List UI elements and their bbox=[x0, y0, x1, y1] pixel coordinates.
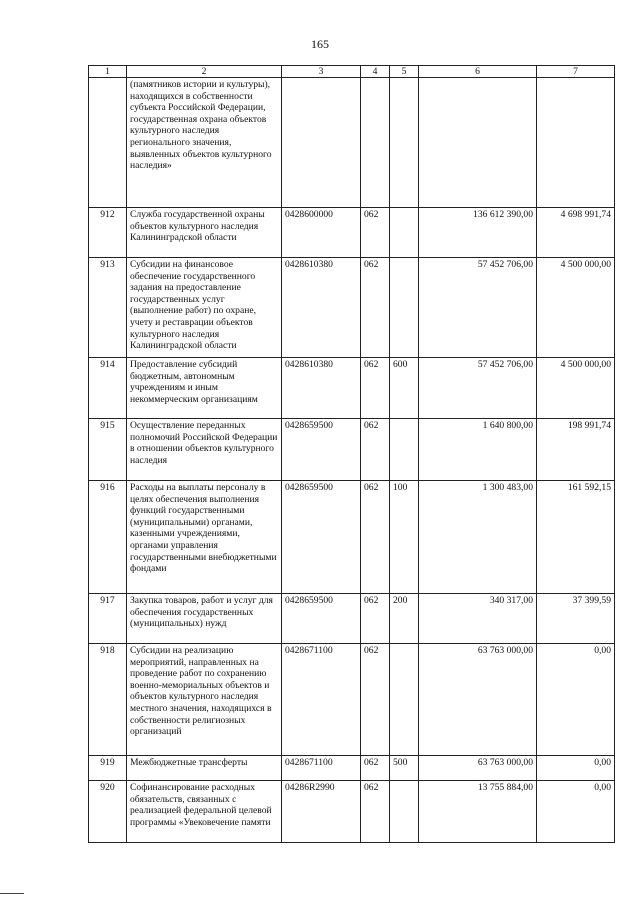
row-target-article: 0428610380 bbox=[282, 258, 361, 358]
table-row bbox=[89, 644, 615, 756]
row-number: 912 bbox=[89, 208, 127, 258]
row-number: 915 bbox=[89, 419, 127, 481]
row-expense-type bbox=[390, 419, 419, 481]
table-row bbox=[89, 258, 615, 358]
row-amount-total: 57 452 706,00 bbox=[419, 258, 537, 358]
row-target-article bbox=[282, 78, 361, 208]
table-row bbox=[89, 78, 615, 208]
table-row bbox=[89, 756, 615, 781]
column-header: 6 bbox=[419, 66, 537, 78]
row-amount-federal: 0,00 bbox=[537, 644, 615, 756]
row-amount-federal: 4 500 000,00 bbox=[537, 258, 615, 358]
row-description: Субсидии на реализацию мероприятий, направленных на проведение работ по сохранению военно-мемориальных объектов и объектов культурного наследия местного значения, находящихся в собственности религиозных организаций bbox=[127, 644, 282, 756]
row-amount-total: 1 300 483,00 bbox=[419, 481, 537, 594]
row-amount-federal: 0,00 bbox=[537, 781, 615, 843]
column-number-row bbox=[89, 66, 615, 78]
row-expense-type: 200 bbox=[390, 594, 419, 644]
row-description: Предоставление субсидий бюджетным, автономным учреждениям и иным некоммерческим организациям bbox=[127, 358, 282, 419]
page-number: 165 bbox=[311, 37, 329, 51]
row-department-code: 062 bbox=[361, 358, 390, 419]
column-header: 5 bbox=[390, 66, 419, 78]
row-amount-federal: 161 592,15 bbox=[537, 481, 615, 594]
row-description: Закупка товаров, работ и услуг для обеспечения государственных (муниципальных) нужд bbox=[127, 594, 282, 644]
table-row bbox=[89, 481, 615, 594]
row-expense-type: 500 bbox=[390, 756, 419, 781]
row-target-article: 0428600000 bbox=[282, 208, 361, 258]
row-number: 917 bbox=[89, 594, 127, 644]
row-amount-total: 63 763 000,00 bbox=[419, 756, 537, 781]
row-number: 914 bbox=[89, 358, 127, 419]
table-row bbox=[89, 419, 615, 481]
row-expense-type: 600 bbox=[390, 358, 419, 419]
row-amount-total: 63 763 000,00 bbox=[419, 644, 537, 756]
row-description: Расходы на выплаты персоналу в целях обеспечения выполнения функций государственными (муниципальными) органами, казенными учреждениями, органами управления государственными внебюджетными фондами bbox=[127, 481, 282, 594]
row-description: Межбюджетные трансферты bbox=[127, 756, 282, 781]
row-department-code: 062 bbox=[361, 594, 390, 644]
row-target-article: 0428659500 bbox=[282, 481, 361, 594]
row-department-code: 062 bbox=[361, 756, 390, 781]
row-expense-type bbox=[390, 78, 419, 208]
row-expense-type bbox=[390, 208, 419, 258]
row-target-article: 0428610380 bbox=[282, 358, 361, 419]
row-target-article: 0428659500 bbox=[282, 419, 361, 481]
row-target-article: 0428671100 bbox=[282, 644, 361, 756]
row-amount-federal: 0,00 bbox=[537, 756, 615, 781]
row-amount-federal: 37 399,59 bbox=[537, 594, 615, 644]
row-department-code: 062 bbox=[361, 481, 390, 594]
row-amount-federal: 198 991,74 bbox=[537, 419, 615, 481]
row-department-code: 062 bbox=[361, 208, 390, 258]
row-description: Субсидии на финансовое обеспечение государственного задания на предоставление государственных услуг (выполнение работ) по охране, учету и реставрации объектов культурного наследия Калининградской области bbox=[127, 258, 282, 358]
budget-table bbox=[88, 65, 615, 843]
row-expense-type bbox=[390, 644, 419, 756]
column-header: 2 bbox=[127, 66, 282, 78]
row-amount-total bbox=[419, 78, 537, 208]
row-number: 913 bbox=[89, 258, 127, 358]
row-expense-type bbox=[390, 258, 419, 358]
table-row bbox=[89, 781, 615, 843]
row-expense-type: 100 bbox=[390, 481, 419, 594]
row-department-code: 062 bbox=[361, 419, 390, 481]
table-row bbox=[89, 594, 615, 644]
row-department-code: 062 bbox=[361, 781, 390, 843]
row-number: 920 bbox=[89, 781, 127, 843]
column-header: 3 bbox=[282, 66, 361, 78]
row-target-article: 0428671100 bbox=[282, 756, 361, 781]
column-header: 4 bbox=[361, 66, 390, 78]
table-row bbox=[89, 208, 615, 258]
row-amount-federal bbox=[537, 78, 615, 208]
row-amount-federal: 4 500 000,00 bbox=[537, 358, 615, 419]
row-description: Софинансирование расходных обязательств, связанных с реализацией федеральной целевой программы «Увековечение памяти bbox=[127, 781, 282, 843]
row-target-article: 0428659500 bbox=[282, 594, 361, 644]
table-row bbox=[89, 358, 615, 419]
page-corner-line bbox=[0, 893, 24, 894]
row-number: 916 bbox=[89, 481, 127, 594]
row-amount-total: 136 612 390,00 bbox=[419, 208, 537, 258]
row-number: 919 bbox=[89, 756, 127, 781]
row-target-article: 04286R2990 bbox=[282, 781, 361, 843]
row-expense-type bbox=[390, 781, 419, 843]
row-amount-total: 1 640 800,00 bbox=[419, 419, 537, 481]
row-description: Осуществление переданных полномочий Российской Федерации в отношении объектов культурного наследия bbox=[127, 419, 282, 481]
row-description: (памятников истории и культуры), находящихся в собственности субъекта Российской Федерации, государственная охрана объектов культурного наследия регионального значения, выявленных объектов культурного наследия» bbox=[127, 78, 282, 208]
row-department-code: 062 bbox=[361, 258, 390, 358]
row-number: 918 bbox=[89, 644, 127, 756]
row-number bbox=[89, 78, 127, 208]
row-department-code bbox=[361, 78, 390, 208]
row-amount-total: 57 452 706,00 bbox=[419, 358, 537, 419]
row-department-code: 062 bbox=[361, 644, 390, 756]
row-amount-total: 340 317,00 bbox=[419, 594, 537, 644]
row-description: Служба государственной охраны объектов культурного наследия Калининградской области bbox=[127, 208, 282, 258]
column-header: 7 bbox=[537, 66, 615, 78]
row-amount-federal: 4 698 991,74 bbox=[537, 208, 615, 258]
column-header: 1 bbox=[89, 66, 127, 78]
row-amount-total: 13 755 884,00 bbox=[419, 781, 537, 843]
